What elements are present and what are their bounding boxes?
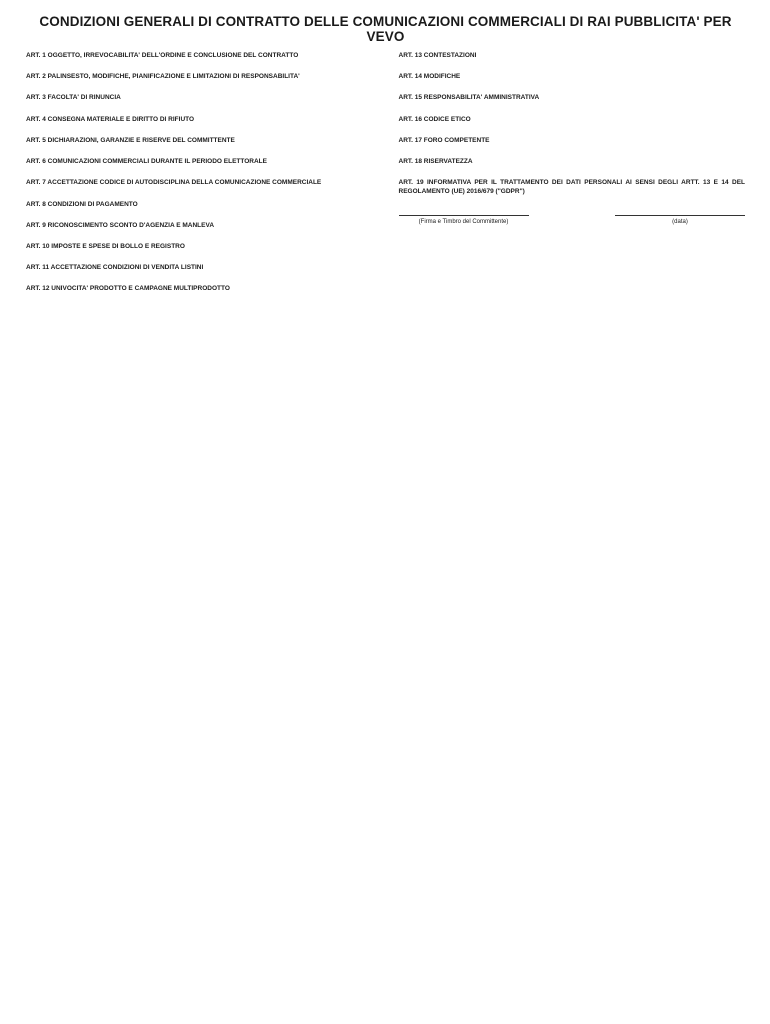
clause-body [399,146,746,152]
clause-heading: ART. 15 RESPONSABILITA' AMMINISTRATIVA [398,94,540,102]
clause-heading: ART. 9 RICONOSCIMENTO SCONTO D'AGENZIA E MANLEVA [26,221,215,229]
clause [26,73,373,88]
clause-body [26,103,373,109]
clause-body [26,294,373,300]
clause-body [399,82,746,88]
clause-heading: ART. 14 MODIFICHE [398,73,461,81]
clause-body [26,231,373,237]
clause [26,137,373,152]
clause-heading: ART. 13 CONTESTAZIONI [398,52,477,59]
clause-body [26,146,373,152]
clause-body [26,167,373,173]
left-column [26,52,373,307]
clause-heading: ART. 19 INFORMATIVA PER IL TRATTAMENTO DEI DATI PERSONALI AI SENSI DEGLI ARTT. 13 E 14 DEL REGOLAMENTO (UE) 2016/679 ("GDPR") [398,179,745,196]
clause-body [26,124,373,130]
signature-line [399,215,529,216]
clause-columns [26,52,745,307]
clause [26,116,373,131]
clause [399,116,746,131]
clause-heading: ART. 5 DICHIARAZIONI, GARANZIE E RISERVE DEL COMMITTENTE [26,136,235,144]
clause-body [399,103,746,109]
clause-heading: ART. 3 FACOLTA' DI RINUNCIA [26,94,121,102]
clause-body [399,61,746,67]
clause-heading: ART. 17 FORO COMPETENTE [398,136,490,144]
clause-heading: ART. 7 ACCETTAZIONE CODICE DI AUTODISCIPLINA DELLA COMUNICAZIONE COMMERCIALE [26,179,322,187]
clause-body [26,61,373,67]
clause [399,137,746,152]
clause-heading: ART. 6 COMUNICAZIONI COMMERCIALI DURANTE IL PERIODO ELETTORALE [26,158,267,166]
clause-body [26,252,373,258]
clause [26,158,373,173]
clause-body [26,273,373,279]
signature-caption: (Firma e Timbro del Committente) [418,219,509,226]
clause [399,94,746,109]
page-title: CONDIZIONI GENERALI DI CONTRATTO DELLE COMUNICAZIONI COMMERCIALI DI RAI PUBBLICITA' PER VEVO [39,14,732,44]
clause-heading: ART. 10 IMPOSTE E SPESE DI BOLLO E REGISTRO [26,242,185,250]
clause [399,179,746,203]
clause-body [26,188,373,194]
right-clauses [399,52,746,203]
clause [26,94,373,109]
clause-body [26,209,373,215]
clause-heading: ART. 1 OGGETTO, IRREVOCABILITA' DELL'ORDINE E CONCLUSIONE DEL CONTRATTO [26,52,299,59]
clause-heading: ART. 11 ACCETTAZIONE CONDIZIONI DI VENDITA LISTINI [26,264,204,272]
clause [26,285,373,300]
right-column [399,52,746,235]
clause-heading: ART. 2 PALINSESTO, MODIFICHE, PIANIFICAZIONE E LIMITAZIONI DI RESPONSABILITA' [26,73,300,81]
clause-heading: ART. 12 UNIVOCITA' PRODOTTO E CAMPAGNE MULTIPRODOTTO [26,285,230,293]
date-caption: (data) [672,219,688,226]
clause-body [26,82,373,88]
clause-heading: ART. 4 CONSEGNA MATERIALE E DIRITTO DI RIFIUTO [26,115,195,123]
clause [26,222,373,237]
clause [399,158,746,173]
clause-heading: ART. 16 CODICE ETICO [398,115,471,123]
clause-heading: ART. 18 RISERVATEZZA [398,158,473,166]
clause [399,52,746,67]
date-block [615,215,745,226]
clause [26,264,373,279]
clause-body [399,197,746,203]
signature-block [399,215,529,226]
clause-heading: ART. 8 CONDIZIONI DI PAGAMENTO [26,200,138,208]
clause-body [399,124,746,130]
clause [399,73,746,88]
clause [26,201,373,216]
clause-body [399,167,746,173]
date-line [615,215,745,216]
clause [26,179,373,194]
clause [26,243,373,258]
signature-row [399,215,746,226]
clause [26,52,373,67]
